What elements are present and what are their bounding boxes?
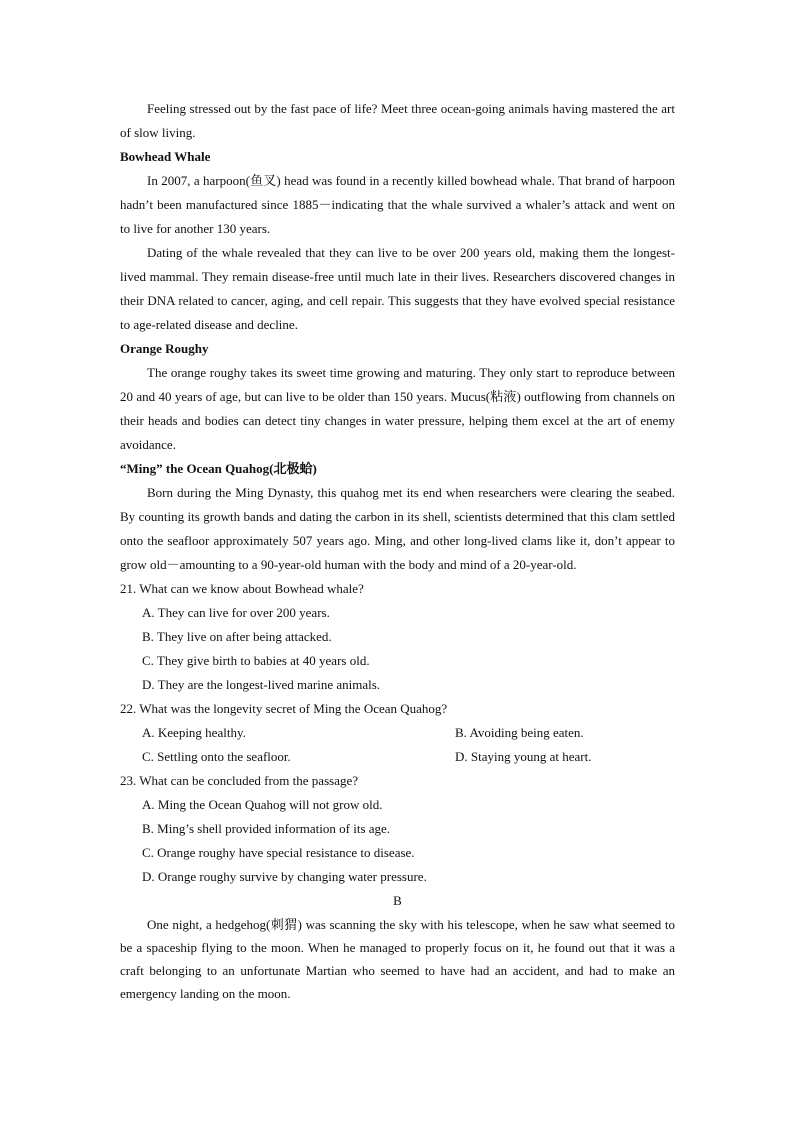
- question-21-option-c: C. They give birth to babies at 40 years old.: [142, 653, 370, 668]
- document-page: [120, 97, 675, 1005]
- question-21-option-b: B. They live on after being attacked.: [142, 629, 332, 644]
- question-23-stem: 23. What can be concluded from the passage?: [120, 773, 358, 788]
- section-heading-bowhead: Bowhead Whale: [120, 149, 211, 164]
- question-23-option-c: C. Orange roughy have special resistance to disease.: [142, 845, 415, 860]
- part-b-label: B: [393, 893, 402, 908]
- orange-roughy-paragraph: The orange roughy takes its sweet time growing and maturing. They only start to reproduce between 20 and 40 years of age, but can live to be older than 150 years. Mucus(粘液) outflowing from channels on their heads and bodies can detect tiny changes in water pressure, helping them excel at the art of enemy avoidance.: [120, 365, 675, 452]
- question-23-option-b: B. Ming’s shell provided information of its age.: [142, 821, 391, 836]
- question-22-option-c: C. Settling onto the seafloor.: [142, 749, 291, 764]
- question-22-stem: 22. What was the longevity secret of Ming the Ocean Quahog?: [120, 701, 448, 716]
- intro-paragraph: Feeling stressed out by the fast pace of life? Meet three ocean-going animals having mastered the art of slow living.: [120, 101, 675, 140]
- question-21-stem: 21. What can we know about Bowhead whale?: [120, 581, 364, 596]
- bowhead-paragraph-2: Dating of the whale revealed that they can live to be over 200 years old, making them the longest-lived mammal. They remain disease-free until much late in their lives. Researchers discovered changes in their DNA related to cancer, aging, and cell repair. This suggests that they have evolved special resistance to age-related disease and decline.: [120, 245, 675, 332]
- ming-paragraph: Born during the Ming Dynasty, this quahog met its end when researchers were clearing the seabed. By counting its growth bands and dating the carbon in its shell, scientists determined that this clam settled onto the seafloor approximately 507 years ago. Ming, and other long-lived clams like it, don’t appear to grow old－amounting to a 90-year-old human with the body and mind of a 20-year-old.: [120, 485, 675, 572]
- question-21-option-d: D. They are the longest-lived marine animals.: [142, 677, 381, 692]
- question-21-option-a: A. They can live for over 200 years.: [142, 605, 330, 620]
- section-heading-orange-roughy: Orange Roughy: [120, 341, 209, 356]
- question-22-option-b: B. Avoiding being eaten.: [455, 725, 584, 740]
- part-b-paragraph: One night, a hedgehog(刺猬) was scanning the sky with his telescope, when he saw what seemed to be a spaceship flying to the moon. When he managed to properly focus on it, he found out that it was a craft belonging to an unfortunate Martian who seemed to have had an accident, and had to make an emergency landing on the moon.: [120, 917, 675, 1001]
- question-23-option-a: A. Ming the Ocean Quahog will not grow old.: [142, 797, 383, 812]
- question-22-option-a: A. Keeping healthy.: [142, 725, 246, 740]
- bowhead-paragraph-1: In 2007, a harpoon(鱼叉) head was found in a recently killed bowhead whale. That brand of harpoon hadn’t been manufactured since 1885－indicating that the whale survived a whaler’s attack and went on to live for another 130 years.: [120, 173, 675, 236]
- question-22-options-row-2: [120, 745, 675, 769]
- question-22-option-d: D. Staying young at heart.: [455, 749, 592, 764]
- question-23-option-d: D. Orange roughy survive by changing water pressure.: [142, 869, 427, 884]
- question-22-options-row-1: [120, 721, 675, 745]
- section-heading-ming: “Ming” the Ocean Quahog(北极蛤): [120, 461, 317, 476]
